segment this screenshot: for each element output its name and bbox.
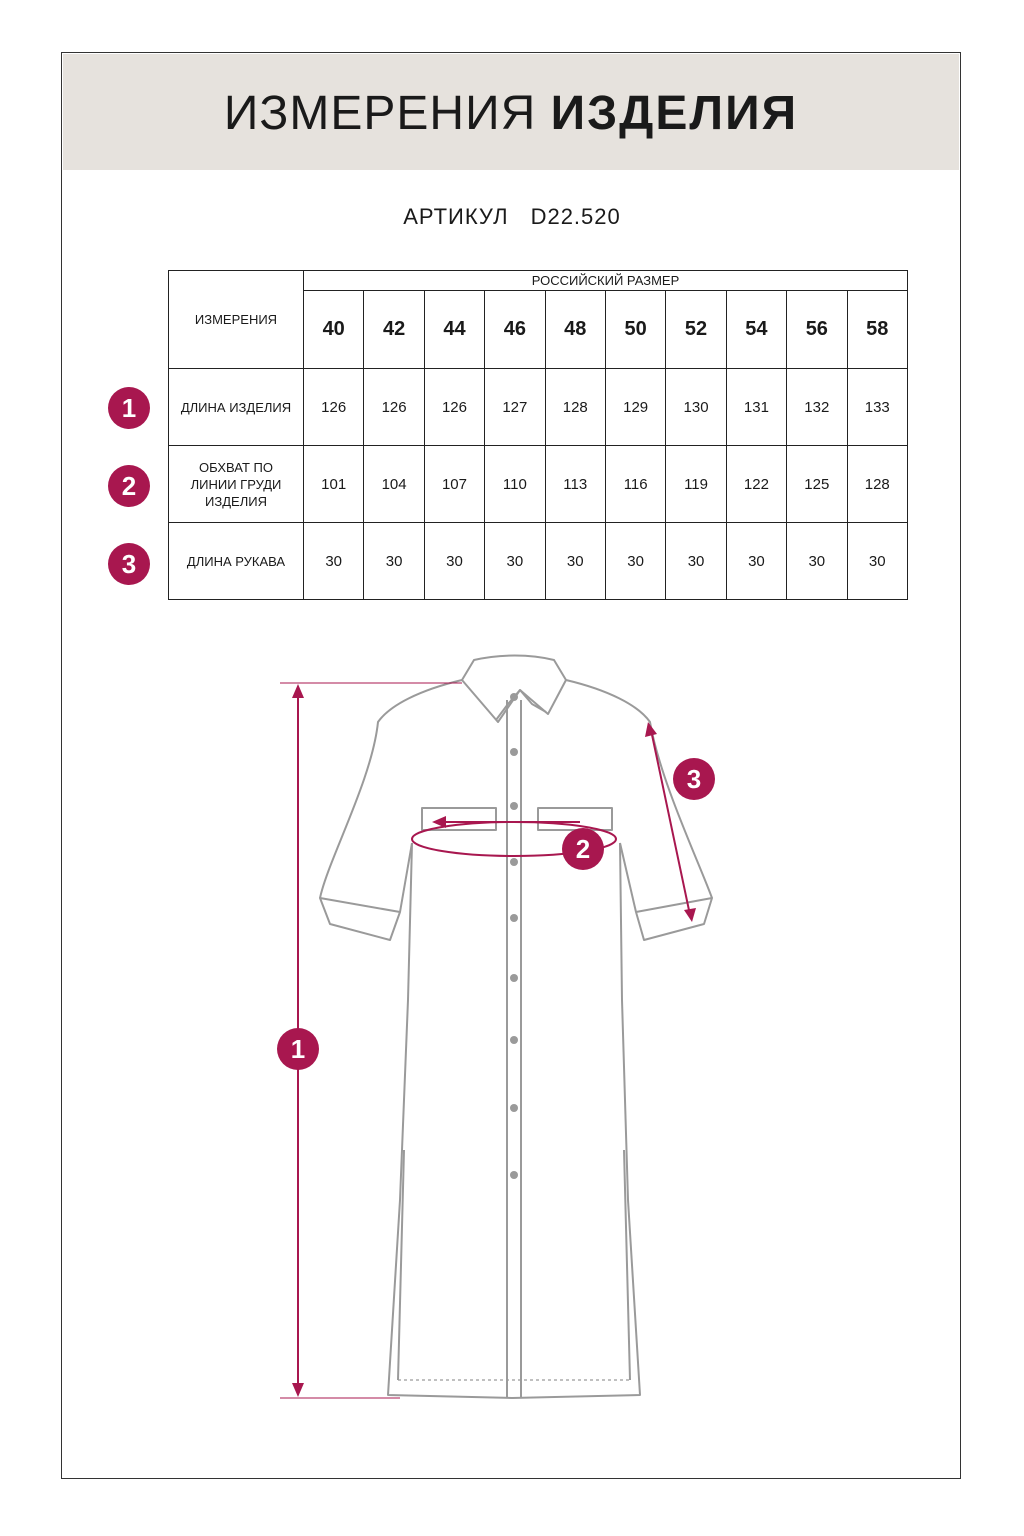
arrow-down-icon xyxy=(684,908,696,922)
page-title-bold: ИЗДЕЛИЯ xyxy=(550,87,799,140)
sleeve-measure xyxy=(645,722,696,922)
table-cell: 133 xyxy=(847,369,907,446)
sleeve-marker: 3 xyxy=(673,758,715,800)
table-cell: 107 xyxy=(424,446,484,523)
row-number-badge: 1 xyxy=(108,387,150,429)
table-cell: 126 xyxy=(424,369,484,446)
button xyxy=(510,1036,518,1044)
table-cell: 128 xyxy=(847,446,907,523)
size-system-header: РОССИЙСКИЙ РАЗМЕР xyxy=(304,271,908,291)
table-cell: 30 xyxy=(726,523,786,600)
table-cell: 30 xyxy=(847,523,907,600)
right-sleeve-inner xyxy=(620,843,636,912)
table-cell: 122 xyxy=(726,446,786,523)
table-cell: 30 xyxy=(605,523,665,600)
table-cell: 130 xyxy=(666,369,726,446)
size-header-cell: 56 xyxy=(787,291,847,369)
right-cuff xyxy=(636,898,712,940)
side-slits xyxy=(398,1150,630,1380)
left-shoulder-sleeve xyxy=(320,680,462,898)
arrow-left-icon xyxy=(432,816,446,828)
table-cell: 30 xyxy=(424,523,484,600)
row-label: ДЛИНА РУКАВА xyxy=(169,523,304,600)
right-body-side xyxy=(512,843,640,1398)
length-marker: 1 xyxy=(277,1028,319,1070)
collar xyxy=(462,656,566,723)
measurements-header: ИЗМЕРЕНИЯ xyxy=(169,271,304,369)
table-cell: 30 xyxy=(364,523,424,600)
button xyxy=(510,748,518,756)
table-cell: 104 xyxy=(364,446,424,523)
table-cell: 110 xyxy=(485,446,545,523)
chest-marker: 2 xyxy=(562,828,604,870)
size-header-cell: 48 xyxy=(545,291,605,369)
button xyxy=(510,914,518,922)
table-cell: 128 xyxy=(545,369,605,446)
table-cell: 132 xyxy=(787,369,847,446)
table-cell: 30 xyxy=(304,523,364,600)
size-header-cell: 42 xyxy=(364,291,424,369)
article-code: D22.520 xyxy=(530,204,621,229)
table-cell: 127 xyxy=(485,369,545,446)
table-cell: 125 xyxy=(787,446,847,523)
table-cell: 30 xyxy=(787,523,847,600)
size-header-cell: 50 xyxy=(605,291,665,369)
table-cell: 126 xyxy=(304,369,364,446)
left-pocket xyxy=(422,808,496,830)
page-title-light: ИЗМЕРЕНИЯ xyxy=(223,87,537,140)
size-header-cell: 46 xyxy=(485,291,545,369)
table-cell: 119 xyxy=(666,446,726,523)
table-cell: 116 xyxy=(605,446,665,523)
table-cell: 113 xyxy=(545,446,605,523)
button xyxy=(510,1171,518,1179)
table-cell: 131 xyxy=(726,369,786,446)
left-cuff xyxy=(320,898,400,940)
article-label: АРТИКУЛ xyxy=(403,204,509,229)
arrow-up-icon xyxy=(292,684,304,698)
button xyxy=(510,858,518,866)
size-header-cell: 58 xyxy=(847,291,907,369)
sleeve-line xyxy=(651,730,690,915)
button xyxy=(510,802,518,810)
table-cell: 30 xyxy=(485,523,545,600)
arrow-down-icon xyxy=(292,1383,304,1397)
table-cell: 30 xyxy=(666,523,726,600)
size-header-cell: 44 xyxy=(424,291,484,369)
dress-outline xyxy=(320,656,712,1399)
table-cell: 30 xyxy=(545,523,605,600)
button xyxy=(510,693,518,701)
row-number-badge: 2 xyxy=(108,465,150,507)
row-label: ОБХВАТ ПО ЛИНИИ ГРУДИ ИЗДЕЛИЯ xyxy=(169,446,304,523)
right-pocket xyxy=(538,808,612,830)
size-header-cell: 52 xyxy=(666,291,726,369)
buttons xyxy=(510,693,518,1179)
left-body-side xyxy=(388,843,512,1398)
row-label: ДЛИНА ИЗДЕЛИЯ xyxy=(169,369,304,446)
size-header-cell: 40 xyxy=(304,291,364,369)
table-cell: 126 xyxy=(364,369,424,446)
button xyxy=(510,1104,518,1112)
row-number-badge: 3 xyxy=(108,543,150,585)
table-cell: 101 xyxy=(304,446,364,523)
size-header-cell: 54 xyxy=(726,291,786,369)
button xyxy=(510,974,518,982)
table-cell: 129 xyxy=(605,369,665,446)
